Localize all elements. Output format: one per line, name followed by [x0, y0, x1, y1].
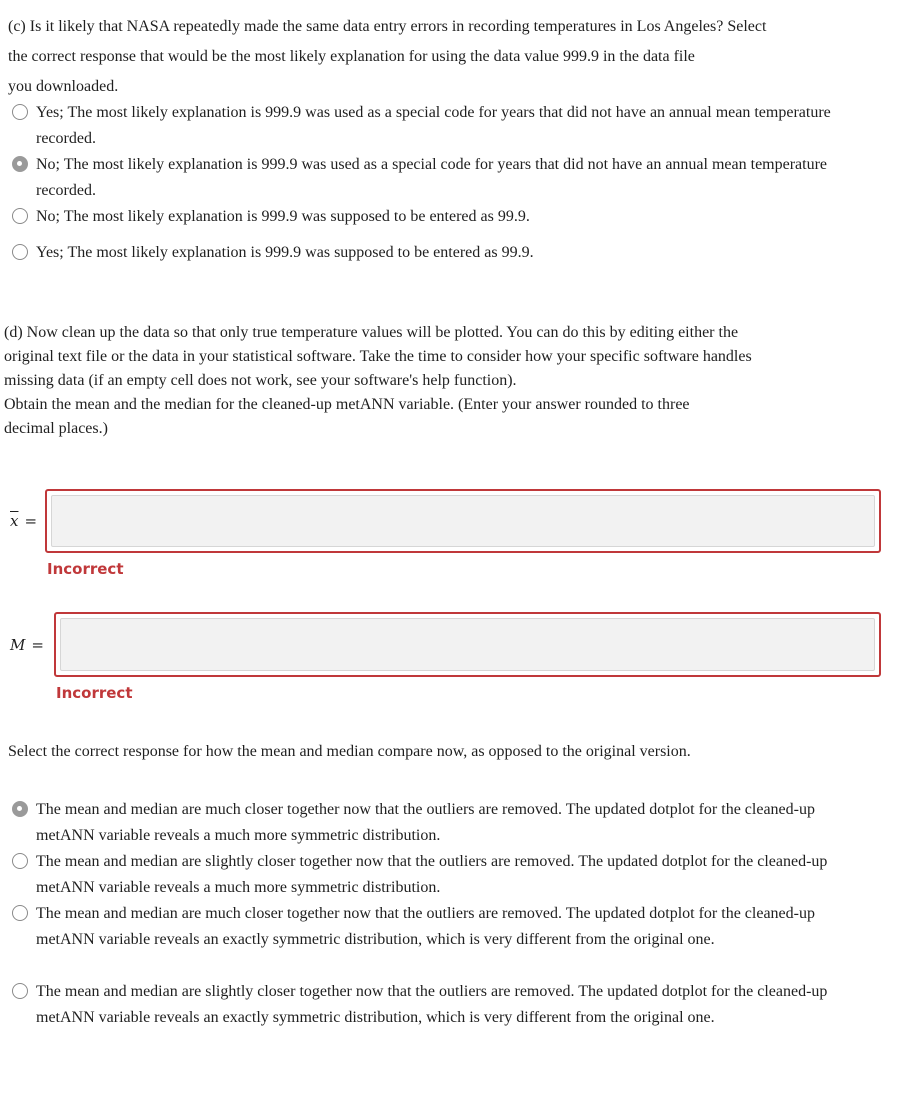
part-c-question [8, 12, 888, 102]
radio-button[interactable] [12, 983, 28, 999]
option-label: The mean and median are much closer together now that the outliers are removed. The updated dotplot for the cleaned-up metANN variable reveals a much more symmetric distribution. [36, 801, 815, 844]
option-label: Yes; The most likely explanation is 999.9 was used as a special code for years that did not have an annual mean temperature recorded. [36, 104, 831, 147]
radio-button-selected[interactable] [12, 156, 28, 172]
median-answer-box [54, 612, 881, 677]
mean-symbol: $\overline{x}$ [10, 512, 19, 530]
median-status-incorrect: Incorrect [56, 684, 133, 702]
part-c-question-line: the correct response that would be the most likely explanation for using the data value 999.9 in the data file [8, 48, 695, 65]
radio-button[interactable] [12, 104, 28, 120]
part-d-question-line: (d) Now clean up the data so that only true temperature values will be plotted. You can do this by editing either the [4, 324, 739, 341]
part-d-question-line: original text file or the data in your statistical software. Take the time to consider how your specific software handles [4, 348, 752, 365]
equals-sign: = [31, 636, 44, 654]
part-c-option-2[interactable] [12, 152, 852, 204]
radio-button[interactable] [12, 853, 28, 869]
option-label: Yes; The most likely explanation is 999.9 was supposed to be entered as 99.9. [36, 244, 534, 261]
option-label: No; The most likely explanation is 999.9 was supposed to be entered as 99.9. [36, 208, 530, 225]
part-d-question [4, 321, 884, 441]
median-symbol: M [10, 636, 26, 654]
compare-option-4[interactable] [12, 979, 852, 1031]
part-d-question-line: Obtain the mean and the median for the cleaned-up metANN variable. (Enter your answer rounded to three [4, 396, 690, 413]
part-c-option-4[interactable] [12, 240, 852, 266]
mean-label [10, 512, 37, 530]
radio-button-selected[interactable] [12, 801, 28, 817]
compare-option-3[interactable] [12, 901, 852, 953]
radio-button[interactable] [12, 244, 28, 260]
mean-input[interactable] [51, 495, 875, 547]
part-d-question-line: decimal places.) [4, 420, 108, 437]
option-label: The mean and median are slightly closer together now that the outliers are removed. The updated dotplot for the cleaned-up metANN variable reveals an exactly symmetric distribution, which is very different from the original one. [36, 983, 828, 1026]
option-label: No; The most likely explanation is 999.9 was used as a special code for years that did not have an annual mean temperature recorded. [36, 156, 828, 199]
median-input[interactable] [60, 618, 875, 671]
part-c-option-3[interactable] [12, 204, 852, 230]
part-c-question-line: (c) Is it likely that NASA repeatedly made the same data entry errors in recording temperatures in Los Angeles? Select [8, 18, 767, 35]
part-c-question-line: you downloaded. [8, 78, 119, 95]
part-c-option-1[interactable] [12, 100, 852, 152]
mean-status-incorrect: Incorrect [47, 560, 124, 578]
compare-option-1[interactable] [12, 797, 852, 849]
mean-answer-box [45, 489, 881, 553]
part-d-question-line: missing data (if an empty cell does not work, see your software's help function). [4, 372, 517, 389]
compare-question: Select the correct response for how the mean and median compare now, as opposed to the original version. [8, 743, 691, 760]
radio-button[interactable] [12, 905, 28, 921]
median-label [10, 636, 44, 654]
equals-sign: = [24, 512, 38, 530]
option-label: The mean and median are much closer together now that the outliers are removed. The updated dotplot for the cleaned-up metANN variable reveals an exactly symmetric distribution, which is very different from the original one. [36, 905, 815, 948]
radio-button[interactable] [12, 208, 28, 224]
compare-option-2[interactable] [12, 849, 852, 901]
option-label: The mean and median are slightly closer together now that the outliers are removed. The updated dotplot for the cleaned-up metANN variable reveals a much more symmetric distribution. [36, 853, 828, 896]
